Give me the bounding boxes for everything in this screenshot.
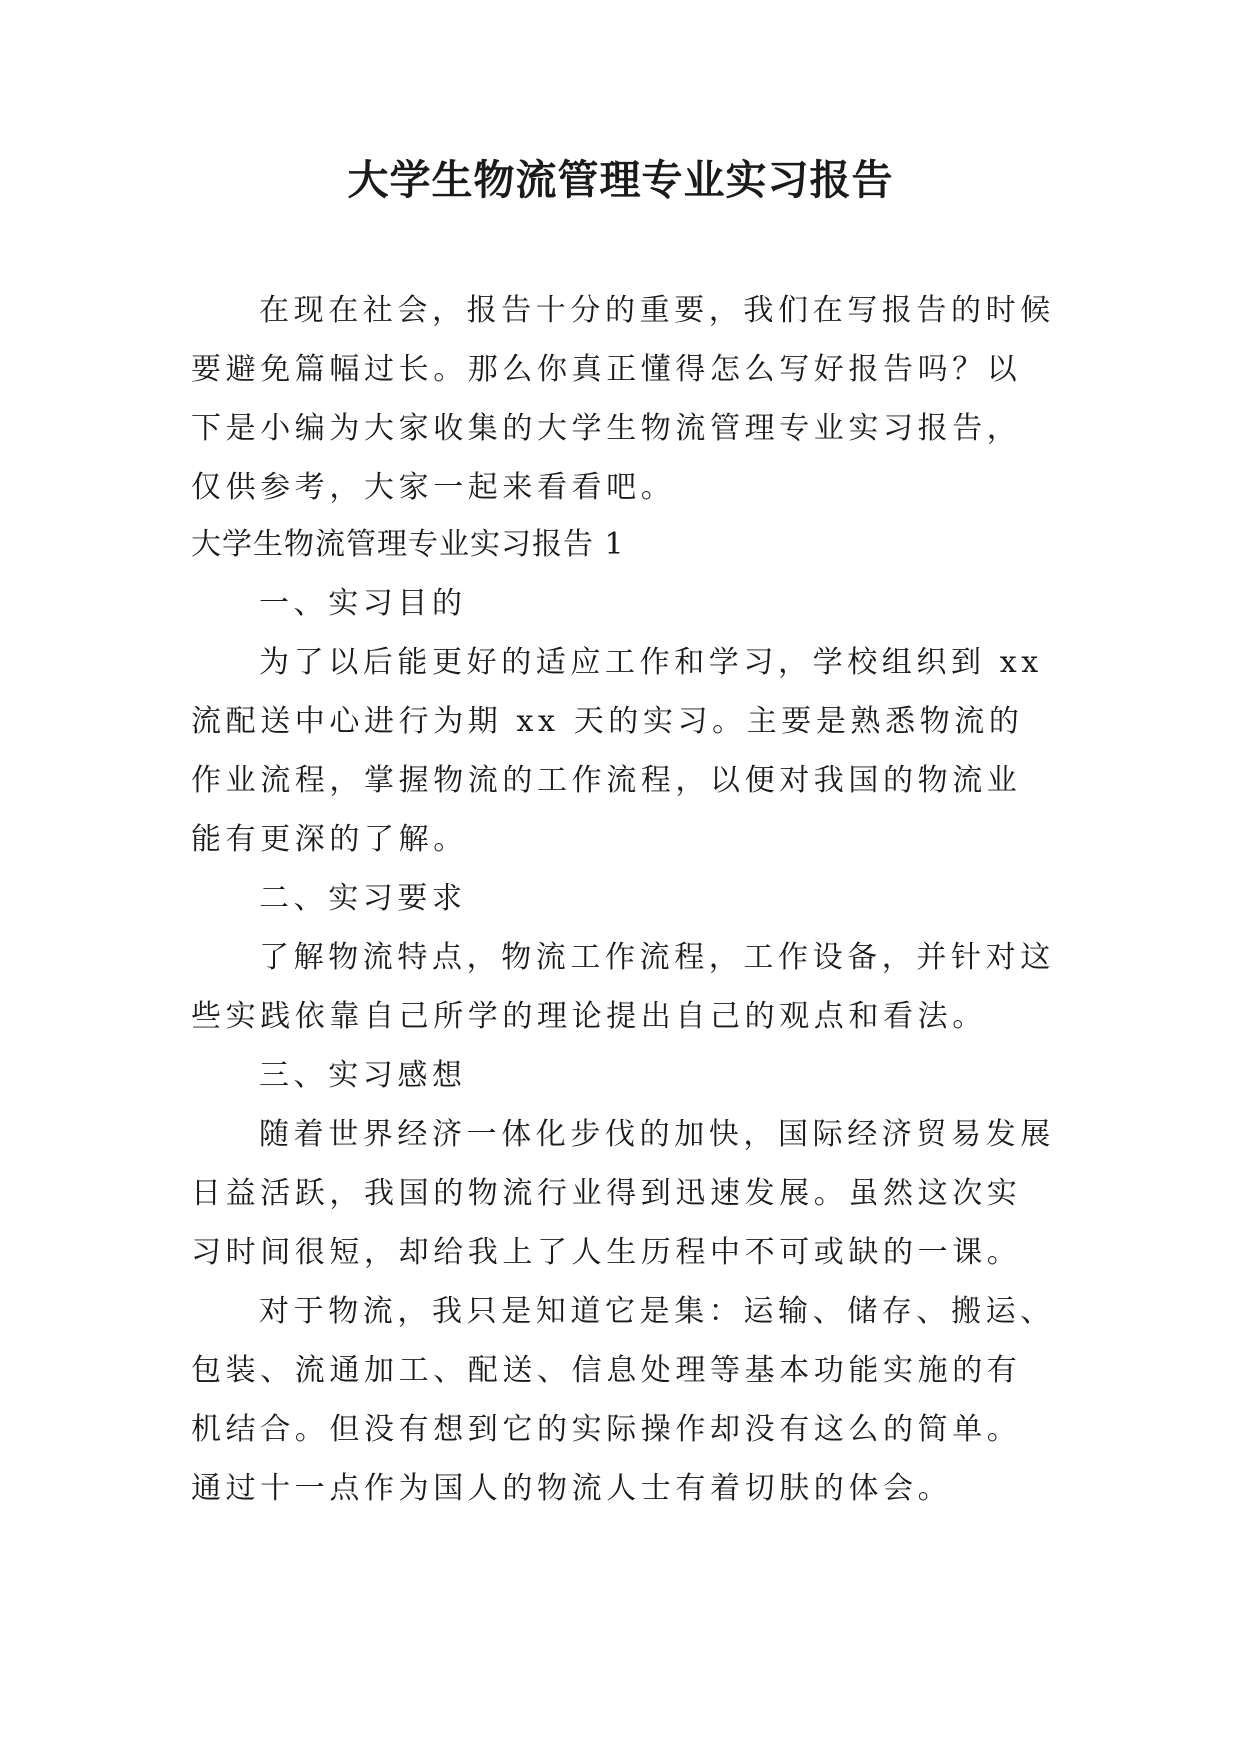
paragraph-requirements: 了解物流特点，物流工作流程，工作设备，并针对这些实践依靠自己所学的理论提出自己的观点和看法。 <box>191 940 1055 1034</box>
paragraph-purpose: 为了以后能更好的适应工作和学习，学校组织到 xx 流配送中心进行为期 xx 天的实习。主要是熟悉物流的作业流程，掌握物流的工作流程，以便对我国的物流业能有更深的了解。 <box>191 645 1043 857</box>
document-title: 大学生物流管理专业实习报告 <box>347 156 894 204</box>
paragraph-logistics: 对于物流，我只是知道它是集：运输、储存、搬运、包装、流通加工、配送、信息处理等基本功能实施的有机结合。但没有想到它的实际操作却没有这么的简单。通过十一点作为国人的物流人士有着切肤的体会。 <box>191 1294 1055 1506</box>
paragraph-reflections: 随着世界经济一体化步伐的加快，国际经济贸易发展日益活跃，我国的物流行业得到迅速发展。虽然这次实习时间很短，却给我上了人生历程中不可或缺的一课。 <box>191 1117 1055 1270</box>
report-body <box>191 515 1055 1518</box>
heading-purpose: 一、实习目的 <box>259 586 467 621</box>
heading-reflections: 三、实习感想 <box>259 1058 467 1093</box>
heading-requirements: 二、实习要求 <box>259 881 467 916</box>
intro-block <box>191 281 1055 517</box>
intro-paragraph: 在现在社会，报告十分的重要，我们在写报告的时候要避免篇幅过长。那么你真正懂得怎么写好报告吗？以下是小编为大家收集的大学生物流管理专业实习报告，仅供参考，大家一起来看看吧。 <box>191 293 1055 505</box>
section-title: 大学生物流管理专业实习报告 1 <box>191 527 625 562</box>
